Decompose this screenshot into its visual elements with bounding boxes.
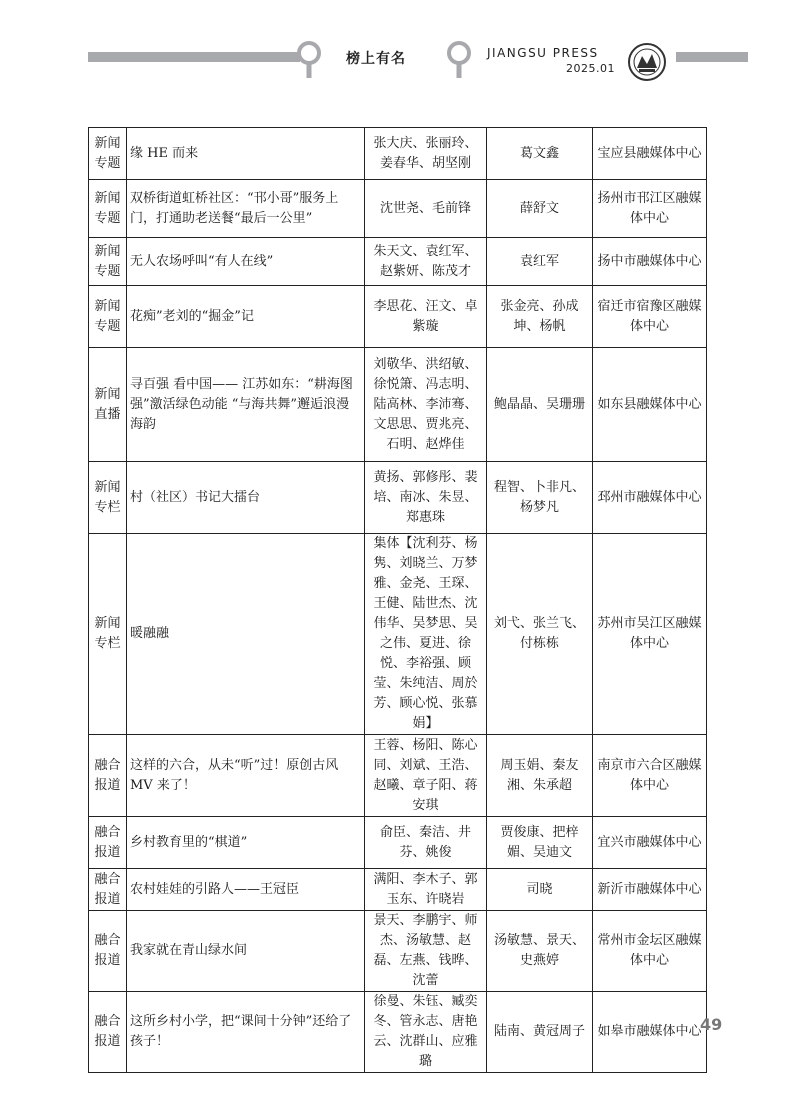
authors-cell: 景天、李鹏宇、师杰、汤敏慧、赵磊、左燕、钱晔、沈蕾 xyxy=(365,911,487,992)
page-number: 49 xyxy=(700,1015,723,1034)
page-header xyxy=(0,0,797,100)
editors-cell: 周玉娟、秦友湘、朱承超 xyxy=(487,735,593,817)
unit-cell: 宿迁市宿豫区融媒体中心 xyxy=(593,286,707,348)
work-title-cell: 双桥街道虹桥社区：“邗小哥”服务上门，打通助老送餐“最后一公里” xyxy=(127,180,365,238)
pin-icon xyxy=(296,40,322,80)
work-title-cell: 花痴”老刘的“掘金”记 xyxy=(127,286,365,348)
unit-cell: 南京市六合区融媒体中心 xyxy=(593,735,707,817)
authors-cell: 俞臣、秦洁、井芬、姚俊 xyxy=(365,817,487,869)
authors-cell: 沈世尧、毛前锋 xyxy=(365,180,487,238)
section-title: 榜上有名 xyxy=(346,51,406,67)
editors-cell: 贾俊康、把梓媚、吴迪文 xyxy=(487,817,593,869)
work-title-cell: 我家就在青山绿水间 xyxy=(127,911,365,992)
unit-cell: 苏州市吴江区融媒体中心 xyxy=(593,534,707,735)
editors-cell: 刘弋、张兰飞、付栋栋 xyxy=(487,534,593,735)
table-row xyxy=(89,128,707,180)
work-title-cell: 无人农场呼叫“有人在线” xyxy=(127,238,365,286)
unit-cell: 如东县融媒体中心 xyxy=(593,348,707,462)
editors-cell: 鲍晶晶、吴珊珊 xyxy=(487,348,593,462)
work-title-cell: 这所乡村小学，把“课间十分钟”还给了孩子！ xyxy=(127,992,365,1073)
unit-cell: 常州市金坛区融媒体中心 xyxy=(593,911,707,992)
unit-cell: 邳州市融媒体中心 xyxy=(593,462,707,534)
unit-cell: 宜兴市融媒体中心 xyxy=(593,817,707,869)
category-cell: 新闻直播 xyxy=(89,348,127,462)
table-row xyxy=(89,462,707,534)
table-row xyxy=(89,911,707,992)
category-cell: 新闻专题 xyxy=(89,128,127,180)
editors-cell: 张金亮、孙成坤、杨帆 xyxy=(487,286,593,348)
work-title-cell: 寻百强 看中国—— 江苏如东：“耕海图强”激活绿色动能 “与海共舞”邂逅浪漫海韵 xyxy=(127,348,365,462)
unit-cell: 新沂市融媒体中心 xyxy=(593,869,707,911)
issue-number: 2025.01 xyxy=(566,62,615,75)
editors-cell: 袁红军 xyxy=(487,238,593,286)
authors-cell: 黄扬、郭修彤、裴培、南冰、朱昱、郑惠珠 xyxy=(365,462,487,534)
table-row xyxy=(89,348,707,462)
table-row xyxy=(89,869,707,911)
authors-cell: 徐曼、朱钰、臧奕冬、管永志、唐艳云、沈群山、应雅璐 xyxy=(365,992,487,1073)
journal-logo-icon xyxy=(622,42,672,82)
work-title-cell: 这样的六合，从未“听”过！原创古风 MV 来了！ xyxy=(127,735,365,817)
editors-cell: 葛文鑫 xyxy=(487,128,593,180)
authors-cell: 刘敬华、洪绍敏、徐悦箫、冯志明、陆高林、李沛骞、文思思、贾兆亮、石明、赵烨佳 xyxy=(365,348,487,462)
category-cell: 融合报道 xyxy=(89,869,127,911)
work-title-cell: 农村娃娃的引路人——王冠臣 xyxy=(127,869,365,911)
work-title-cell: 村（社区）书记大擂台 xyxy=(127,462,365,534)
unit-cell: 宝应县融媒体中心 xyxy=(593,128,707,180)
authors-cell: 朱天文、袁红军、赵紫妍、陈茂才 xyxy=(365,238,487,286)
table-row xyxy=(89,735,707,817)
authors-cell: 满阳、李木子、郭玉东、许晓岩 xyxy=(365,869,487,911)
work-title-cell: 缘 HE 而来 xyxy=(127,128,365,180)
publication-name: JIANGSU PRESS xyxy=(487,46,599,60)
category-cell: 融合报道 xyxy=(89,817,127,869)
unit-cell: 扬中市融媒体中心 xyxy=(593,238,707,286)
authors-cell: 张大庆、张丽玲、姜春华、胡坚刚 xyxy=(365,128,487,180)
category-cell: 融合报道 xyxy=(89,735,127,817)
header-bar-right xyxy=(676,52,748,62)
work-title-cell: 暖融融 xyxy=(127,534,365,735)
table-row xyxy=(89,238,707,286)
authors-cell: 集体【沈利芬、杨隽、刘晓兰、万梦雅、金尧、王琛、王健、陆世杰、沈伟华、吴梦思、吴之伟、夏进、徐悦、李裕强、顾莹、朱纯洁、周於芳、顾心悦、张慕娟】 xyxy=(365,534,487,735)
table-row xyxy=(89,817,707,869)
category-cell: 新闻专题 xyxy=(89,286,127,348)
table-row xyxy=(89,534,707,735)
table-row xyxy=(89,180,707,238)
table-row xyxy=(89,286,707,348)
table-row xyxy=(89,992,707,1073)
pin-icon xyxy=(446,40,472,80)
header-bar-left xyxy=(88,52,300,62)
category-cell: 新闻专题 xyxy=(89,180,127,238)
editors-cell: 陆南、黄冠周子 xyxy=(487,992,593,1073)
editors-cell: 程智、卜非凡、杨梦凡 xyxy=(487,462,593,534)
authors-cell: 李思花、汪文、卓紫璇 xyxy=(365,286,487,348)
work-title-cell: 乡村教育里的“棋道” xyxy=(127,817,365,869)
category-cell: 新闻专题 xyxy=(89,238,127,286)
awards-table xyxy=(88,127,707,1073)
unit-cell: 如皋市融媒体中心 xyxy=(593,992,707,1073)
unit-cell: 扬州市邗江区融媒体中心 xyxy=(593,180,707,238)
editors-cell: 汤敏慧、景天、史燕婷 xyxy=(487,911,593,992)
category-cell: 新闻专栏 xyxy=(89,462,127,534)
editors-cell: 司晓 xyxy=(487,869,593,911)
category-cell: 新闻专栏 xyxy=(89,534,127,735)
editors-cell: 薛舒文 xyxy=(487,180,593,238)
category-cell: 融合报道 xyxy=(89,992,127,1073)
category-cell: 融合报道 xyxy=(89,911,127,992)
authors-cell: 王蓉、杨阳、陈心同、刘斌、王浩、赵曦、章子阳、蒋安琪 xyxy=(365,735,487,817)
